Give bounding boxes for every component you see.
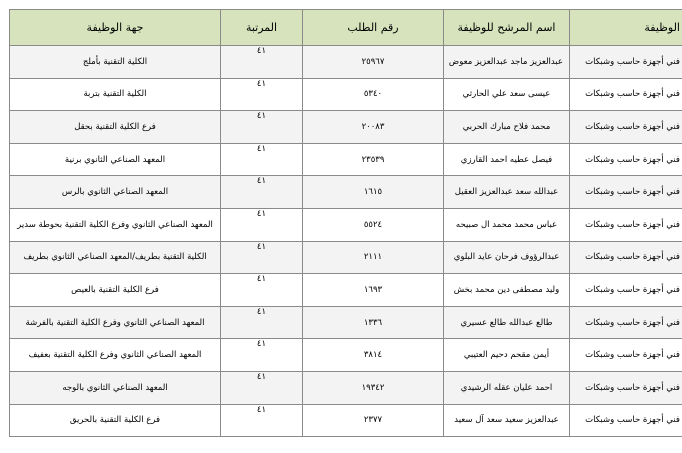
cell-employer: فرع الكلية التقنية بالحريق — [10, 404, 221, 437]
table-row — [10, 274, 682, 307]
cell-rank: ٤١ — [221, 306, 303, 339]
table-row — [10, 306, 682, 339]
cell-rank: ٤١ — [221, 78, 303, 111]
cell-rank: ٤١ — [221, 143, 303, 176]
cell-employer: فرع الكلية التقنية بحقل — [10, 111, 221, 144]
cell-rank: ٤١ — [221, 208, 303, 241]
cell-employer: المعهد الصناعي الثانوي بالوجه — [10, 371, 221, 404]
cell-application-number: ٥٣٤٠ — [303, 78, 444, 111]
cell-job-title: فني أجهزة حاسب وشبكات — [570, 241, 682, 274]
cell-application-number: ١٩٣٤٢ — [303, 371, 444, 404]
cell-job-title: فني أجهزة حاسب وشبكات — [570, 371, 682, 404]
table-header — [10, 10, 682, 46]
cell-job-title: فني أجهزة حاسب وشبكات — [570, 176, 682, 209]
cell-employer: المعهد الصناعي الثانوي برنية — [10, 143, 221, 176]
table-row — [10, 143, 682, 176]
cell-job-title: فني أجهزة حاسب وشبكات — [570, 274, 682, 307]
cell-rank: ٤١ — [221, 339, 303, 372]
cell-job-title: فني أجهزة حاسب وشبكات — [570, 111, 682, 144]
cell-job-title: فني أجهزة حاسب وشبكات — [570, 404, 682, 437]
cell-candidate-name: عباس محمد محمد ال صبيحه — [444, 208, 570, 241]
cell-application-number: ٣٨١٤ — [303, 339, 444, 372]
cell-job-title: فني أجهزة حاسب وشبكات — [570, 143, 682, 176]
table-row — [10, 78, 682, 111]
cell-candidate-name: وليد مصطفى دين محمد بخش — [444, 274, 570, 307]
header-employer: جهة الوظيفة — [10, 10, 221, 46]
cell-candidate-name: عبدالرؤوف فرحان عايد البلوي — [444, 241, 570, 274]
table-row — [10, 111, 682, 144]
cell-rank: ٤١ — [221, 46, 303, 79]
cell-employer: المعهد الصناعي الثانوي بالرس — [10, 176, 221, 209]
cell-candidate-name: فيصل عطيه احمد القارزي — [444, 143, 570, 176]
table-row — [10, 208, 682, 241]
cell-job-title: فني أجهزة حاسب وشبكات — [570, 208, 682, 241]
document-page — [9, 9, 680, 437]
cell-application-number: ٢٣٥٣٩ — [303, 143, 444, 176]
table-row — [10, 404, 682, 437]
cell-application-number: ٢١١١ — [303, 241, 444, 274]
cell-job-title: فني أجهزة حاسب وشبكات — [570, 46, 682, 79]
cell-rank: ٤١ — [221, 274, 303, 307]
cell-employer: المعهد الصناعي الثانوي وفرع الكلية التقنية بحوطة سدير — [10, 208, 221, 241]
cell-application-number: ٢٥٩٦٧ — [303, 46, 444, 79]
header-application-number: رقم الطلب — [303, 10, 444, 46]
cell-employer: المعهد الصناعي الثانوي وفرع الكلية التقنية بالفرشة — [10, 306, 221, 339]
cell-rank: ٤١ — [221, 371, 303, 404]
header-row — [10, 10, 682, 46]
cell-application-number: ٥٥٢٤ — [303, 208, 444, 241]
cell-rank: ٤١ — [221, 241, 303, 274]
cell-job-title: فني أجهزة حاسب وشبكات — [570, 339, 682, 372]
cell-application-number: ١٦٩٣ — [303, 274, 444, 307]
header-job-title: الوظيفة — [570, 10, 682, 46]
header-candidate-name: اسم المرشح للوظيفة — [444, 10, 570, 46]
cell-employer: الكلية التقنية بطريف/المعهد الصناعي الثانوي بطريف — [10, 241, 221, 274]
cell-application-number: ٢٠٠٨٣ — [303, 111, 444, 144]
table-row — [10, 46, 682, 79]
cell-candidate-name: عبدالعزيز ماجد عبدالعزيز معوض — [444, 46, 570, 79]
header-rank: المرتبة — [221, 10, 303, 46]
cell-candidate-name: عيسى سعد علي الحارثي — [444, 78, 570, 111]
table-row — [10, 339, 682, 372]
cell-application-number: ٢٣٧٧ — [303, 404, 444, 437]
cell-candidate-name: محمد فلاح مبارك الحربي — [444, 111, 570, 144]
table-row — [10, 371, 682, 404]
cell-employer: الكلية التقنية بأملج — [10, 46, 221, 79]
cell-candidate-name: عبدالعزيز سعيد سعد آل سعيد — [444, 404, 570, 437]
job-candidates-table — [9, 9, 682, 437]
cell-candidate-name: أيمن مقحم دحيم العتيبي — [444, 339, 570, 372]
table-row — [10, 176, 682, 209]
cell-candidate-name: احمد عليان عقله الرشيدي — [444, 371, 570, 404]
cell-rank: ٤١ — [221, 111, 303, 144]
cell-candidate-name: طالع عبدالله طالع عسيري — [444, 306, 570, 339]
table-body — [10, 46, 682, 437]
table-row — [10, 241, 682, 274]
cell-candidate-name: عبدالله سعد عبدالعزيز العقيل — [444, 176, 570, 209]
cell-application-number: ١٦١٥ — [303, 176, 444, 209]
cell-application-number: ١٣٣٦ — [303, 306, 444, 339]
cell-rank: ٤١ — [221, 176, 303, 209]
cell-employer: الكلية التقنية بتربة — [10, 78, 221, 111]
cell-rank: ٤١ — [221, 404, 303, 437]
cell-job-title: فني أجهزة حاسب وشبكات — [570, 78, 682, 111]
cell-job-title: فني أجهزة حاسب وشبكات — [570, 306, 682, 339]
cell-employer: فرع الكلية التقنية بالعيص — [10, 274, 221, 307]
cell-employer: المعهد الصناعي الثانوي وفرع الكلية التقنية بعفيف — [10, 339, 221, 372]
